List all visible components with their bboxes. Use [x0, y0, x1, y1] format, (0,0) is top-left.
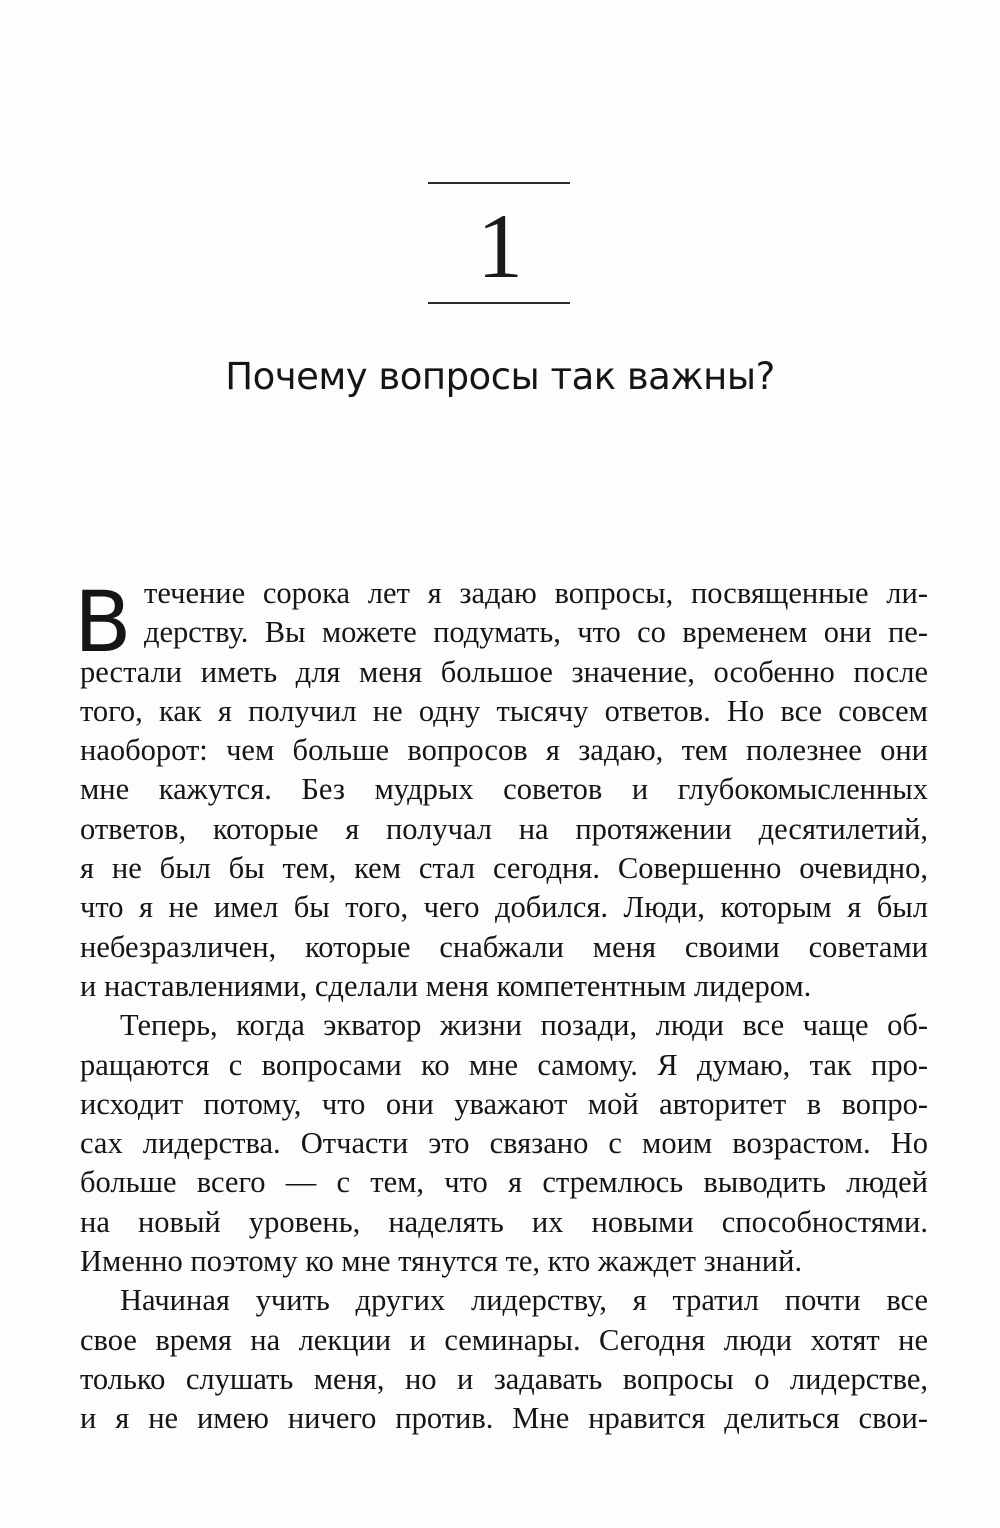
chapter-rule-bottom — [428, 302, 570, 304]
text-line: рестали иметь для меня большое значение, особенно после — [80, 654, 928, 689]
text-line: только слушать меня, но и задавать вопросы о лидерстве, — [80, 1361, 928, 1396]
text-line: Теперь, когда экватор жизни позади, люди все чаще об- — [120, 1008, 928, 1043]
paragraph-3 — [80, 1281, 928, 1438]
text-line: что я не имел бы того, чего добился. Люди, которым я был — [80, 890, 928, 925]
text-line: ответов, которые я получал на протяжении десятилетий, — [80, 811, 928, 846]
paragraph-1 — [74, 573, 928, 1006]
text-line: и я не имею ничего против. Мне нравится делиться свои- — [80, 1401, 928, 1436]
text-line: на новый уровень, наделять их новыми способностями. — [80, 1204, 928, 1239]
text-line: сах лидерства. Отчасти это связано с моим возрастом. Но — [80, 1126, 928, 1161]
text-line: наоборот: чем больше вопросов я задаю, тем полезнее они — [80, 733, 928, 768]
chapter-rule-top — [428, 182, 570, 184]
text-line: небезразличен, которые снабжали меня своими советами — [80, 929, 928, 964]
chapter-body — [74, 573, 928, 1439]
text-line: того, как я получил не одну тысячу ответов. Но все совсем — [80, 693, 928, 728]
text-line: ращаются с вопросами ко мне самому. Я думаю, так про- — [80, 1047, 928, 1082]
text-line: Именно поэтому ко мне тянутся те, кто жаждет знаний. — [80, 1244, 803, 1279]
text-line: больше всего — с тем, что я стремлюсь выводить людей — [80, 1165, 928, 1200]
paragraph-2 — [80, 1006, 928, 1281]
text-line: исходит потому, что они уважают мой авторитет в вопро- — [80, 1086, 928, 1121]
text-line: свое время на лекции и семинары. Сегодня люди хотят не — [80, 1322, 928, 1357]
drop-cap: В — [74, 573, 132, 671]
text-line: и наставлениями, сделали меня компетентным лидером. — [80, 968, 812, 1003]
chapter-number: 1 — [477, 195, 523, 297]
chapter-title: Почему вопросы так важны? — [225, 355, 775, 398]
text-line: мне кажутся. Без мудрых советов и глубокомысленных — [80, 772, 928, 807]
text-line: течение сорока лет я задаю вопросы, посвященные ли- — [144, 576, 928, 610]
text-line: дерству. Вы можете подумать, что со временем они пе- — [144, 615, 928, 650]
text-line: Начиная учить других лидерству, я тратил почти все — [120, 1283, 928, 1318]
text-line: я не был бы тем, кем стал сегодня. Совершенно очевидно, — [80, 851, 928, 886]
